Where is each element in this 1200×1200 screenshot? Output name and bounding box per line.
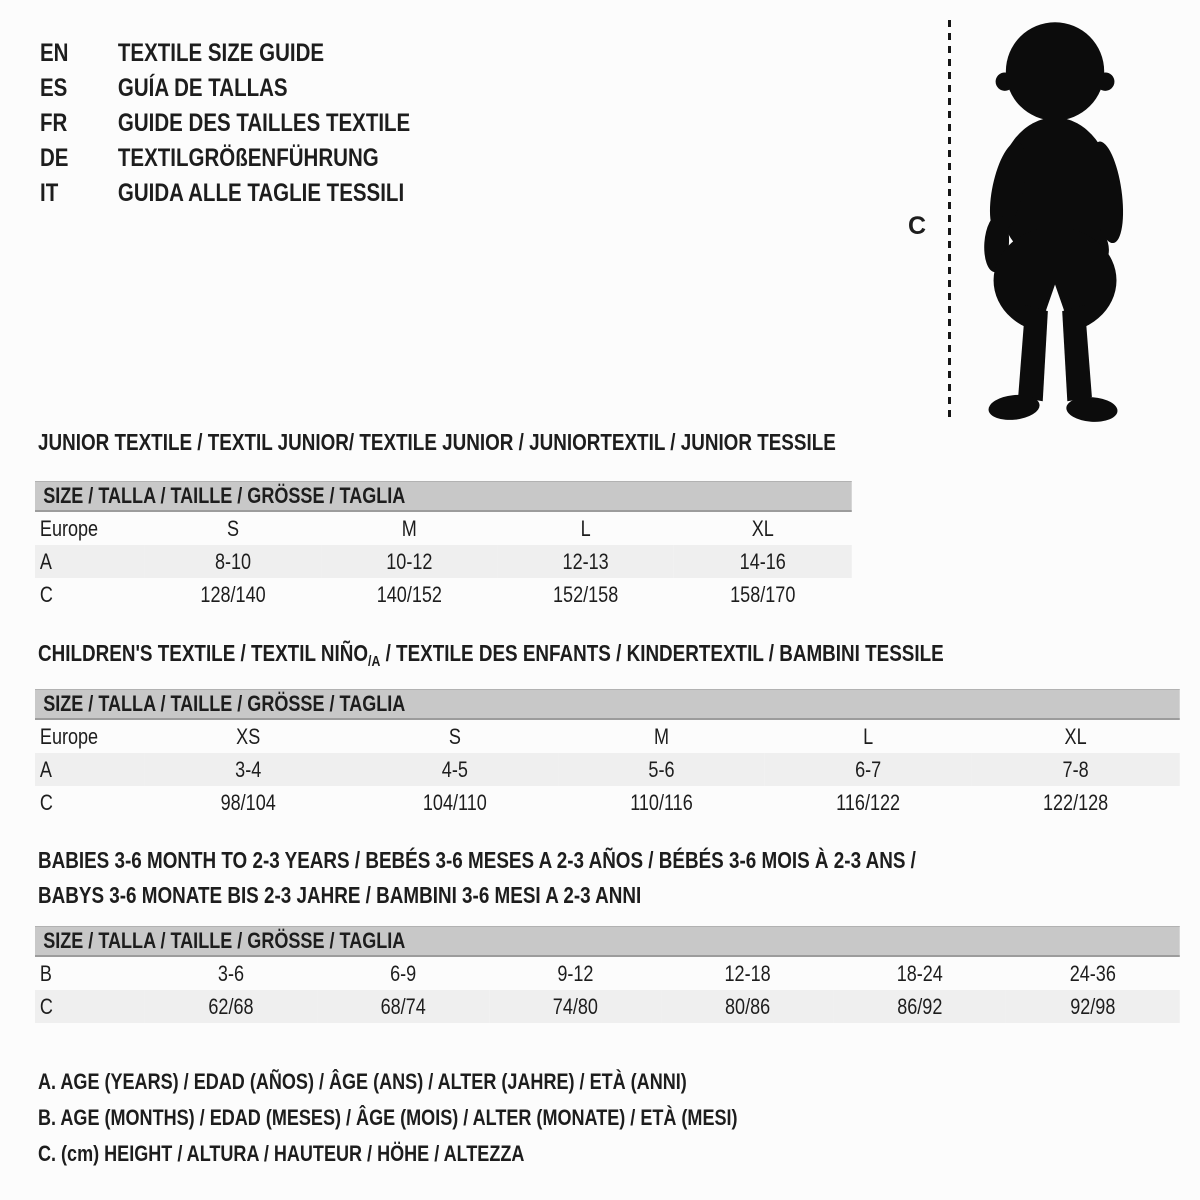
babies-section-heading-line2: BABYS 3-6 MONATE BIS 2-3 JAHRE / BAMBINI 3-6 MESI A 2-3 ANNI xyxy=(38,882,642,908)
size-cell: 116/122 xyxy=(836,789,901,815)
size-header-bar xyxy=(35,689,1180,720)
row-label: C xyxy=(39,789,53,815)
size-cell: 74/80 xyxy=(489,990,661,1023)
guide-title: GUIDE DES TAILLES TEXTILE xyxy=(117,109,411,137)
language-row-it xyxy=(40,176,630,211)
size-cell: 110/116 xyxy=(630,789,693,815)
size-cell: 86/92 xyxy=(834,990,1006,1023)
babies-section-heading-line1: BABIES 3-6 MONTH TO 2-3 YEARS / BEBÉS 3-6 MESES A 2-3 AÑOS / BÉBÉS 3-6 MOIS À 2-3 ANS / xyxy=(38,847,916,873)
size-cell: 5-6 xyxy=(558,753,765,786)
measurement-legend xyxy=(38,1064,738,1172)
guide-title: TEXTILE SIZE GUIDE xyxy=(117,39,325,67)
children-heading-text: CHILDREN'S TEXTILE / TEXTIL NIÑO xyxy=(38,640,369,666)
size-cell: 18-24 xyxy=(896,960,943,986)
height-measure-dashed-line xyxy=(948,20,951,418)
size-header-label: SIZE / TALLA / TAILLE / GRÖSSE / TAGLIA xyxy=(43,928,406,953)
guide-title: GUÍA DE TALLAS xyxy=(117,74,288,102)
size-cell: 62/68 xyxy=(145,990,317,1023)
table-row-age-months xyxy=(35,957,1180,990)
children-section-heading xyxy=(38,639,944,676)
size-cell: 12-18 xyxy=(724,960,771,986)
row-label: Europe xyxy=(39,515,99,541)
size-cell: 9-12 xyxy=(557,960,594,986)
row-label: C xyxy=(39,581,53,607)
size-cell: L xyxy=(580,515,591,541)
size-cell: 158/170 xyxy=(730,581,796,607)
table-row-height xyxy=(35,786,1180,819)
size-cell: 152/158 xyxy=(553,581,619,607)
size-cell: 14-16 xyxy=(674,545,852,578)
row-label: A xyxy=(35,545,145,578)
height-figure xyxy=(890,0,1170,440)
size-cell: XS xyxy=(236,723,261,749)
guide-title: GUIDA ALLE TAGLIE TESSILI xyxy=(117,179,405,207)
size-cell: 3-4 xyxy=(145,753,352,786)
table-row-age xyxy=(35,753,1180,786)
row-label: Europe xyxy=(39,723,99,749)
size-header-bar xyxy=(35,926,1180,957)
size-header-bar xyxy=(35,481,852,512)
language-row-fr xyxy=(40,106,630,141)
guide-title: TEXTILGRÖßENFÜHRUNG xyxy=(117,144,379,172)
language-row-es xyxy=(40,71,630,106)
language-code: EN xyxy=(40,39,69,67)
size-cell: M xyxy=(401,515,417,541)
size-header-label: SIZE / TALLA / TAILLE / GRÖSSE / TAGLIA xyxy=(43,483,406,508)
size-cell: 80/86 xyxy=(661,990,833,1023)
size-cell: 8-10 xyxy=(145,545,321,578)
size-cell: S xyxy=(227,515,240,541)
babies-size-table xyxy=(35,926,1180,1023)
language-row-de xyxy=(40,141,630,176)
table-row-sizes xyxy=(35,720,1180,753)
size-cell: 140/152 xyxy=(376,581,442,607)
size-cell: 92/98 xyxy=(1006,990,1180,1023)
junior-section-heading: JUNIOR TEXTILE / TEXTIL JUNIOR/ TEXTILE JUNIOR / JUNIORTEXTIL / JUNIOR TESSILE xyxy=(38,429,836,455)
legend-line-b: B. AGE (MONTHS) / EDAD (MESES) / ÂGE (MOIS) / ALTER (MONATE) / ETÀ (MESI) xyxy=(38,1105,738,1130)
size-cell: M xyxy=(653,723,669,749)
size-cell: 3-6 xyxy=(217,960,245,986)
size-cell: S xyxy=(448,723,461,749)
size-cell: 4-5 xyxy=(352,753,559,786)
children-size-table xyxy=(35,689,1180,819)
junior-size-table xyxy=(35,481,852,611)
table-row-age xyxy=(35,545,852,578)
size-cell: L xyxy=(863,723,874,749)
height-measure-label: C xyxy=(908,212,927,240)
size-cell: 10-12 xyxy=(321,545,497,578)
children-heading-text: / TEXTILE DES ENFANTS / KINDERTEXTIL / BAMBINI TESSILE xyxy=(380,640,944,666)
language-code: IT xyxy=(40,179,59,207)
size-cell: 7-8 xyxy=(971,753,1179,786)
size-cell: XL xyxy=(751,515,774,541)
language-row-en xyxy=(40,36,630,71)
size-cell: XL xyxy=(1064,723,1087,749)
table-row-height xyxy=(35,990,1180,1023)
row-label: A xyxy=(35,753,145,786)
toddler-silhouette-icon xyxy=(966,12,1142,432)
size-cell: 68/74 xyxy=(317,990,489,1023)
size-cell: 24-36 xyxy=(1069,960,1116,986)
size-header-label: SIZE / TALLA / TAILLE / GRÖSSE / TAGLIA xyxy=(43,691,406,716)
table-row-sizes xyxy=(35,512,852,545)
row-label: B xyxy=(39,960,52,986)
row-label: C xyxy=(35,990,145,1023)
language-code: FR xyxy=(40,109,68,137)
size-cell: 104/110 xyxy=(422,789,487,815)
legend-line-c: C. (cm) HEIGHT / ALTURA / HAUTEUR / HÖHE / ALTEZZA xyxy=(38,1141,525,1166)
size-cell: 6-7 xyxy=(765,753,972,786)
size-cell: 12-13 xyxy=(497,545,673,578)
size-cell: 122/128 xyxy=(1042,789,1109,815)
children-heading-subscript: /A xyxy=(368,653,381,670)
size-cell: 128/140 xyxy=(200,581,266,607)
language-title-list xyxy=(40,36,630,211)
size-cell: 98/104 xyxy=(220,789,276,815)
language-code: ES xyxy=(40,74,68,102)
legend-line-a: A. AGE (YEARS) / EDAD (AÑOS) / ÂGE (ANS) / ALTER (JAHRE) / ETÀ (ANNI) xyxy=(38,1069,687,1094)
table-row-height xyxy=(35,578,852,611)
language-code: DE xyxy=(40,144,69,172)
size-cell: 6-9 xyxy=(390,960,417,986)
